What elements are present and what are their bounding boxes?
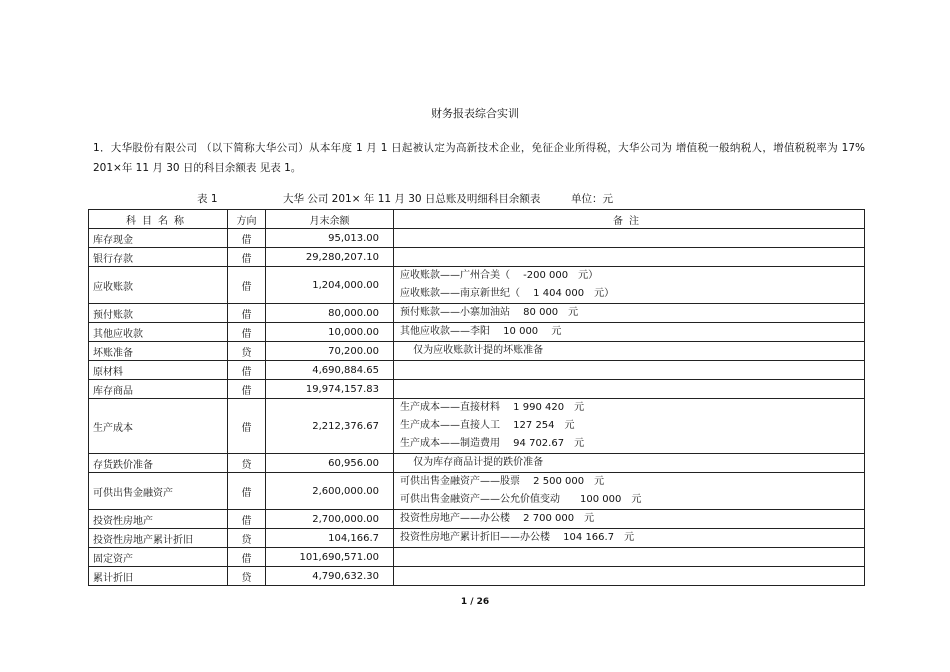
table-row (89, 267, 865, 304)
note-line: 应收账款——南京新世纪（ 1 404 000 元） (400, 288, 615, 299)
table-row (89, 229, 865, 248)
header-notes: 备注 (394, 210, 865, 229)
note-line: 投资性房地产累计折旧——办公楼 104 166.7 元 (400, 532, 635, 543)
table-row (89, 473, 865, 510)
direction-cell: 借 (228, 380, 266, 399)
notes-cell (394, 510, 865, 529)
balance-cell: 4,690,884.65 (266, 361, 394, 380)
balance-cell: 70,200.00 (266, 342, 394, 361)
notes-cell (394, 399, 865, 454)
balance-cell: 104,166.7 (266, 529, 394, 548)
note-line: 仅为库存商品计提的跌价准备 (400, 457, 544, 468)
notes-cell (394, 248, 865, 267)
account-name-cell: 可供出售金融资产 (89, 473, 228, 510)
note-line: 其他应收款——李阳 10 000 元 (400, 326, 562, 337)
account-name-cell: 应收账款 (89, 267, 228, 304)
note-line: 生产成本——直接人工 127 254 元 (400, 420, 575, 431)
account-name-cell: 投资性房地产累计折旧 (89, 529, 228, 548)
table-row (89, 399, 865, 454)
table-row (89, 342, 865, 361)
notes-cell (394, 304, 865, 323)
account-name-cell: 其他应收款 (89, 323, 228, 342)
direction-cell: 借 (228, 399, 266, 454)
direction-cell: 贷 (228, 342, 266, 361)
balance-cell: 1,204,000.00 (266, 267, 394, 304)
table-caption-unit: 单位：元 (571, 193, 613, 205)
note-line: 仅为应收账款计提的坏账准备 (400, 345, 544, 356)
balance-cell: 19,974,157.83 (266, 380, 394, 399)
balance-cell: 95,013.00 (266, 229, 394, 248)
notes-cell (394, 323, 865, 342)
table-row (89, 454, 865, 473)
account-name-cell: 坏账准备 (89, 342, 228, 361)
header-balance: 月末余额 (266, 210, 394, 229)
direction-cell: 借 (228, 229, 266, 248)
balance-cell: 4,790,632.30 (266, 567, 394, 586)
direction-cell: 贷 (228, 454, 266, 473)
account-name-cell: 库存现金 (89, 229, 228, 248)
direction-cell: 借 (228, 267, 266, 304)
note-line: 生产成本——直接材料 1 990 420 元 (400, 402, 585, 413)
account-name-cell: 原材料 (89, 361, 228, 380)
header-account-name: 科目名称 (89, 210, 228, 229)
account-name-cell: 累计折旧 (89, 567, 228, 586)
notes-cell (394, 267, 865, 304)
table-row (89, 380, 865, 399)
direction-cell: 借 (228, 548, 266, 567)
table-caption-label: 表 1 (197, 193, 218, 205)
note-line: 应收账款——广州合美（ -200 000 元） (400, 270, 599, 281)
table-caption-text: 大华 公司 201× 年 11 月 30 日总账及明细科目余额表 (283, 193, 541, 205)
notes-cell (394, 229, 865, 248)
balance-cell: 10,000.00 (266, 323, 394, 342)
document-title: 财务报表综合实训 (431, 107, 519, 120)
header-direction: 方向 (228, 210, 266, 229)
table-row (89, 548, 865, 567)
balance-cell: 2,700,000.00 (266, 510, 394, 529)
direction-cell: 借 (228, 510, 266, 529)
note-line: 预付账款——小寨加油站 80 000 元 (400, 307, 579, 318)
notes-cell (394, 380, 865, 399)
direction-cell: 借 (228, 473, 266, 510)
table-row (89, 567, 865, 586)
balance-cell: 2,600,000.00 (266, 473, 394, 510)
account-name-cell: 生产成本 (89, 399, 228, 454)
table-row (89, 361, 865, 380)
intro-paragraph: 1．大华股份有限公司 （以下简称大华公司）从本年度 1 月 1 日起被认定为高新技术企业，免征企业所得税，大华公司为 增值税一般纳税人，增值税税率为 17% 201×年 11 月 30 日的科目余额表 见表 1。 (93, 142, 865, 174)
notes-cell (394, 342, 865, 361)
account-name-cell: 固定资产 (89, 548, 228, 567)
balance-cell: 80,000.00 (266, 304, 394, 323)
notes-cell (394, 473, 865, 510)
table-header-row (89, 210, 865, 229)
direction-cell: 贷 (228, 567, 266, 586)
balance-cell: 29,280,207.10 (266, 248, 394, 267)
table-row (89, 248, 865, 267)
note-line: 可供出售金融资产——股票 2 500 000 元 (400, 476, 605, 487)
table-row (89, 304, 865, 323)
balance-cell: 60,956.00 (266, 454, 394, 473)
table-row (89, 529, 865, 548)
notes-cell (394, 454, 865, 473)
note-line: 可供出售金融资产——公允价值变动 100 000 元 (400, 494, 642, 505)
page-number: 1 / 26 (460, 597, 490, 607)
notes-cell (394, 548, 865, 567)
balance-table (88, 209, 865, 586)
notes-cell (394, 529, 865, 548)
account-name-cell: 存货跌价准备 (89, 454, 228, 473)
direction-cell: 借 (228, 361, 266, 380)
direction-cell: 借 (228, 304, 266, 323)
note-line: 生产成本——制造费用 94 702.67 元 (400, 438, 585, 449)
note-line: 投资性房地产——办公楼 2 700 000 元 (400, 513, 595, 524)
balance-cell: 2,212,376.67 (266, 399, 394, 454)
table-row (89, 323, 865, 342)
direction-cell: 借 (228, 248, 266, 267)
table-row (89, 510, 865, 529)
notes-cell (394, 567, 865, 586)
direction-cell: 借 (228, 323, 266, 342)
account-name-cell: 银行存款 (89, 248, 228, 267)
account-name-cell: 预付账款 (89, 304, 228, 323)
account-name-cell: 投资性房地产 (89, 510, 228, 529)
notes-cell (394, 361, 865, 380)
account-name-cell: 库存商品 (89, 380, 228, 399)
balance-cell: 101,690,571.00 (266, 548, 394, 567)
direction-cell: 贷 (228, 529, 266, 548)
